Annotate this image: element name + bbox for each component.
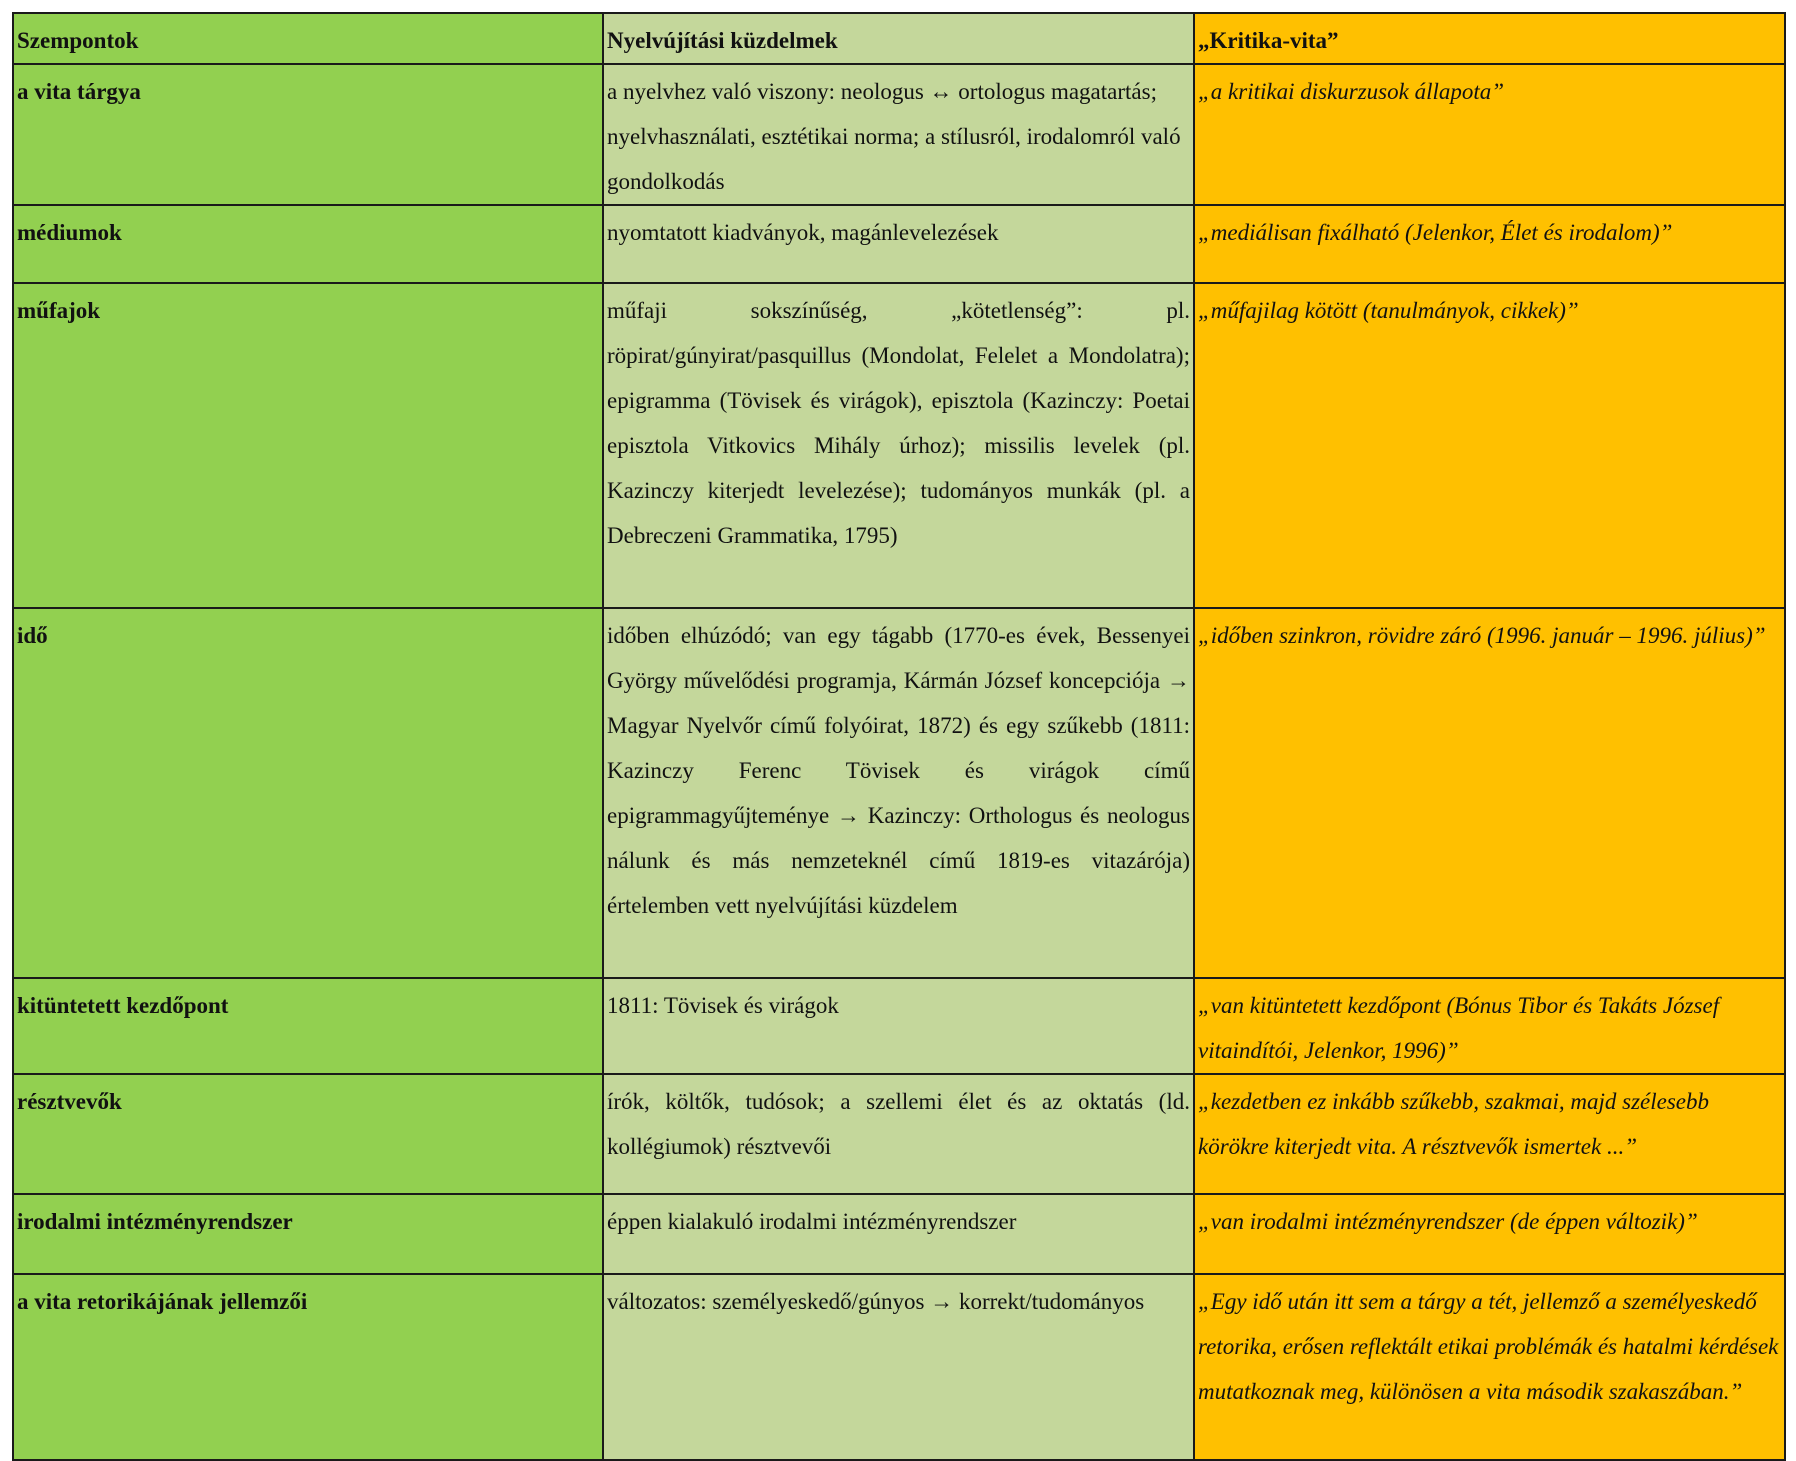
critique-debate-cell: „van kitüntetett kezdőpont (Bónus Tibor és Takáts József vitaindítói, Jelenkor, 1996)” (1194, 978, 1785, 1074)
language-reform-cell: a nyelvhez való viszony: neologus ↔ ortologus magatartás; nyelvhasználati, esztétikai norma; a stílusról, irodalomról való gondolkodás (603, 64, 1194, 205)
aspect-cell: műfajok (13, 283, 603, 608)
table-row (13, 64, 1785, 205)
critique-debate-cell: „kezdetben ez inkább szűkebb, szakmai, majd szélesebb körökre kiterjedt vita. A résztvevők ismertek ...” (1194, 1074, 1785, 1194)
table-row (13, 608, 1785, 978)
critique-debate-cell: „mediálisan fixálható (Jelenkor, Élet és irodalom)” (1194, 205, 1785, 283)
table-row (13, 205, 1785, 283)
language-reform-cell: éppen kialakuló irodalmi intézményrendszer (603, 1194, 1194, 1274)
critique-debate-cell: „van irodalmi intézményrendszer (de éppen változik)” (1194, 1194, 1785, 1274)
critique-debate-cell: „műfajilag kötött (tanulmányok, cikkek)” (1194, 283, 1785, 608)
language-reform-cell: írók, költők, tudósok; a szellemi élet és az oktatás (ld. kollégiumok) résztvevői (603, 1074, 1194, 1194)
language-reform-cell: nyomtatott kiadványok, magánlevelezések (603, 205, 1194, 283)
table-header-row (13, 13, 1785, 64)
header-cell-aspects: Szempontok (13, 13, 603, 64)
language-reform-cell: időben elhúzódó; van egy tágabb (1770-es évek, Bessenyei György művelődési programja, Kármán József koncepciója → Magyar Nyelvőr című folyóirat, 1872) és egy szűkebb (1811: Kazinczy Ferenc Tövisek és virágok című epigrammagyűjteménye → Kazinczy: Orthologus és neologus nálunk és más nemzeteknél című 1819-es vitazárója) értelemben vett nyelvújítási küzdelem (603, 608, 1194, 978)
header-cell-critique-debate: „Kritika-vita” (1194, 13, 1785, 64)
header-cell-language-reform: Nyelvújítási küzdelmek (603, 13, 1194, 64)
table-row (13, 1194, 1785, 1274)
aspect-cell: irodalmi intézményrendszer (13, 1194, 603, 1274)
aspect-cell: kitüntetett kezdőpont (13, 978, 603, 1074)
table-row (13, 1274, 1785, 1460)
table-row (13, 978, 1785, 1074)
critique-debate-cell: „Egy idő után itt sem a tárgy a tét, jellemző a személyeskedő retorika, erősen reflektált etikai problémák és hatalmi kérdések mutatkoznak meg, különösen a vita második szakaszában.” (1194, 1274, 1785, 1460)
table-row (13, 1074, 1785, 1194)
aspect-cell: a vita retorikájának jellemzői (13, 1274, 603, 1460)
aspect-cell: a vita tárgya (13, 64, 603, 205)
language-reform-cell: 1811: Tövisek és virágok (603, 978, 1194, 1074)
language-reform-cell: műfaji sokszínűség, „kötetlenség”: pl. röpirat/gúnyirat/pasquillus (Mondolat, Felelet a Mondolatra); epigramma (Tövisek és virágok), episztola (Kazinczy: Poetai episztola Vitkovics Mihály úrhoz); missilis levelek (pl. Kazinczy kiterjedt levelezése); tudományos munkák (pl. a Debreczeni Grammatika, 1795) (603, 283, 1194, 608)
aspect-cell: résztvevők (13, 1074, 603, 1194)
comparison-table (12, 12, 1786, 1461)
language-reform-cell: változatos: személyeskedő/gúnyos → korrekt/tudományos (603, 1274, 1194, 1460)
table-row (13, 283, 1785, 608)
critique-debate-cell: „időben szinkron, rövidre záró (1996. január – 1996. július)” (1194, 608, 1785, 978)
critique-debate-cell: „a kritikai diskurzusok állapota” (1194, 64, 1785, 205)
aspect-cell: médiumok (13, 205, 603, 283)
aspect-cell: idő (13, 608, 603, 978)
